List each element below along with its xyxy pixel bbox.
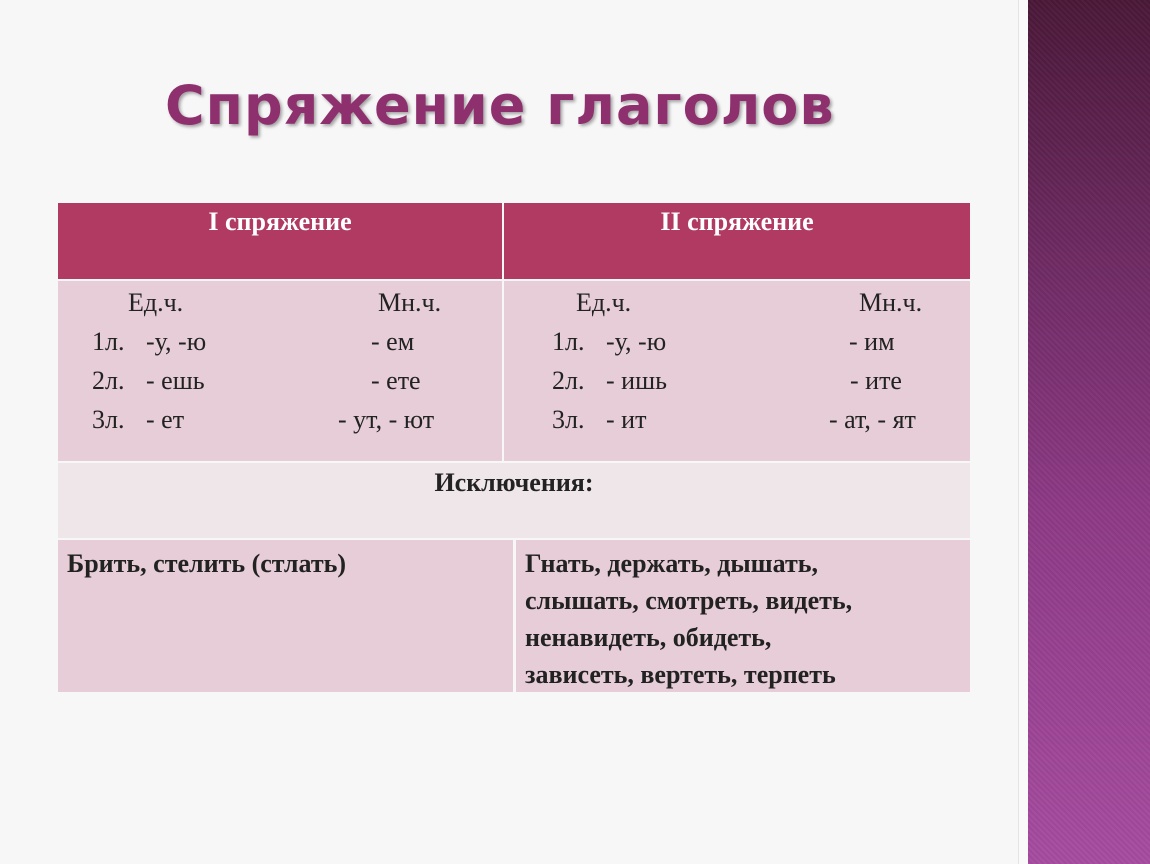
table-header-row [58, 203, 970, 279]
side-decorative-stripe [1028, 0, 1150, 864]
header-cell-first [58, 203, 502, 279]
singular-label: Ед.ч. [128, 288, 184, 317]
header-cell-second [504, 203, 970, 279]
plural-ending: - им [849, 327, 895, 356]
first-conjugation-exceptions-cell [58, 540, 513, 692]
plural-ending: - ат, - ят [829, 405, 916, 434]
exceptions-header-row [58, 463, 970, 538]
second-conjugation-endings-cell [504, 281, 970, 461]
exceptions-label: Исключения: [434, 468, 594, 497]
plural-ending: - ите [850, 366, 902, 395]
plural-ending: - ем [371, 327, 415, 356]
person-label: 3л. [92, 405, 125, 434]
person-label: 1л. [552, 327, 585, 356]
person-label: 1л. [92, 327, 125, 356]
singular-ending: -у, -ю [606, 327, 667, 356]
exception-words-line: ненавидеть, обидеть, [525, 623, 772, 652]
first-conjugation-endings-cell [58, 281, 502, 461]
exceptions-row [58, 540, 970, 692]
singular-ending: -у, -ю [146, 327, 207, 356]
second-conjugation-exceptions-cell [516, 540, 970, 692]
exception-words-line: Гнать, держать, дышать, [525, 549, 818, 578]
first-conjugation-exceptions [67, 545, 507, 582]
singular-ending: - ешь [146, 366, 205, 395]
plural-label: Мн.ч. [378, 288, 442, 317]
exception-words-line: Брить, стелить (стлать) [67, 549, 347, 578]
header-first-conjugation: I спряжение [208, 207, 352, 236]
endings-row [58, 281, 970, 461]
singular-ending: - ет [146, 405, 185, 434]
header-second-conjugation: II спряжение [660, 207, 814, 236]
slide-title: Спряжение глаголов [165, 74, 835, 137]
plural-ending: - ут, - ют [338, 405, 435, 434]
person-label: 2л. [552, 366, 585, 395]
second-conjugation-exceptions [525, 545, 964, 693]
person-label: 2л. [92, 366, 125, 395]
plural-label: Мн.ч. [859, 288, 923, 317]
person-label: 3л. [552, 405, 585, 434]
exception-words-line: зависеть, вертеть, терпеть [525, 660, 836, 689]
singular-ending: - ишь [606, 366, 667, 395]
plural-ending: - ете [371, 366, 421, 395]
singular-label: Ед.ч. [576, 288, 632, 317]
exception-words-line: слышать, смотреть, видеть, [525, 586, 853, 615]
singular-ending: - ит [606, 405, 647, 434]
exceptions-header-cell [58, 463, 970, 538]
